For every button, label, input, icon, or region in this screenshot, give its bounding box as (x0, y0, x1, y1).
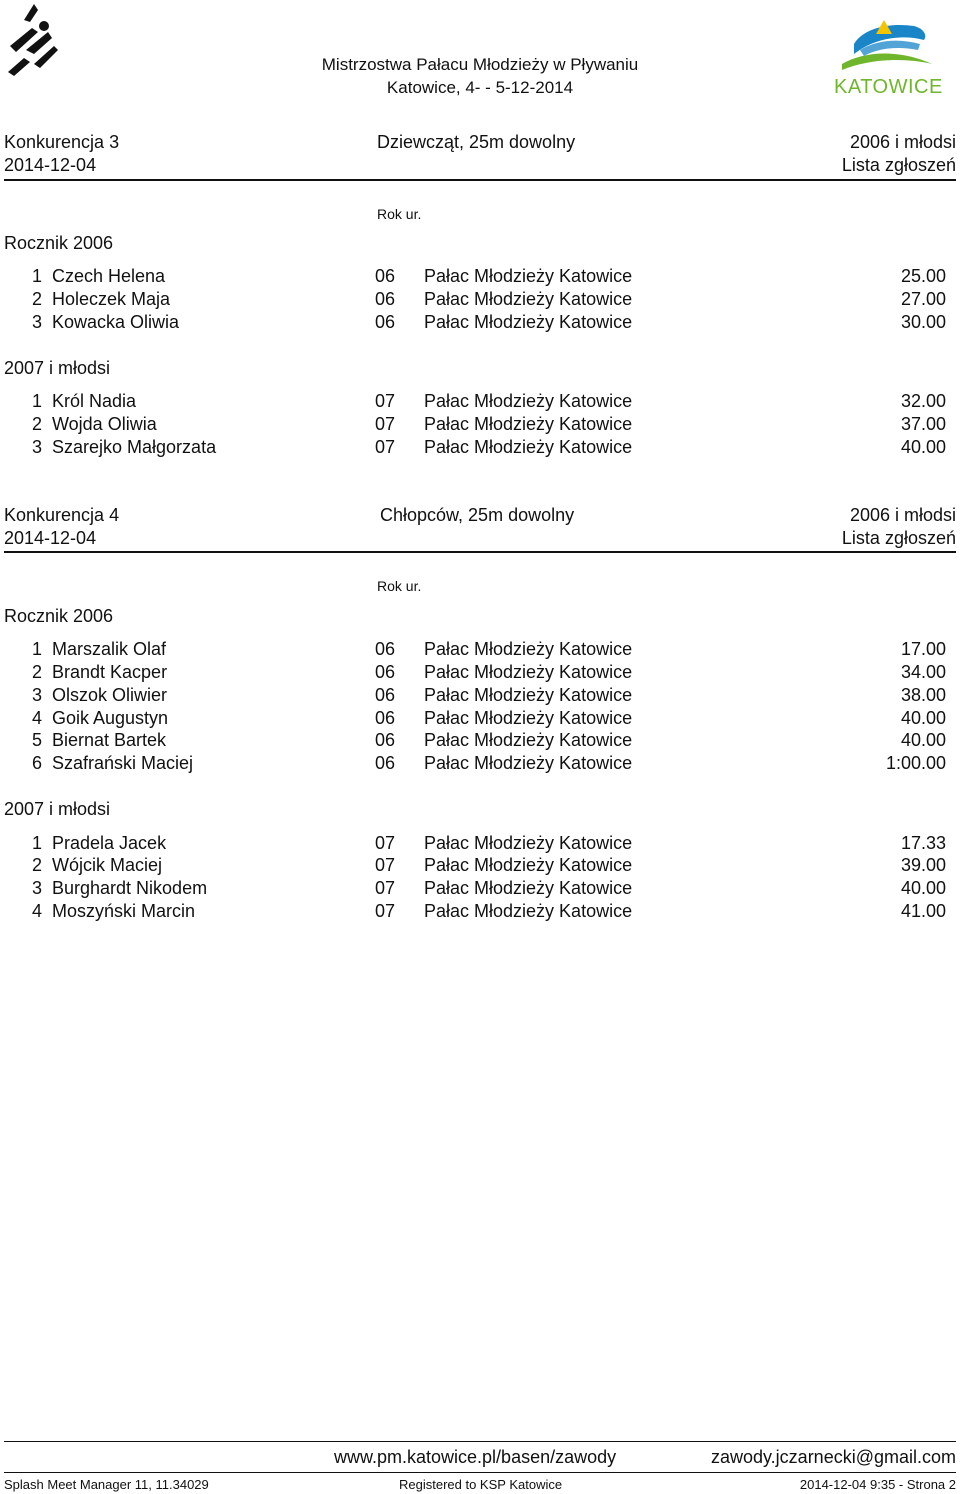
entry-club: Pałac Młodzieży Katowice (424, 855, 633, 875)
entry-name: Czech Helena (52, 266, 166, 286)
entry-time: 40.00 (900, 708, 946, 728)
entry-place: 1 (31, 266, 42, 286)
entry-time: 17.00 (900, 639, 946, 659)
table-row (0, 730, 960, 752)
table-row (0, 639, 960, 661)
entry-yob: 07 (375, 437, 396, 457)
entry-place: 3 (31, 312, 42, 332)
table-row (0, 289, 960, 311)
entry-name: Król Nadia (52, 391, 137, 411)
entry-yob: 06 (375, 266, 396, 286)
entry-time: 41.00 (900, 901, 946, 921)
footer-software: Splash Meet Manager 11, 11.34029 (4, 1477, 209, 1492)
group-heading: Rocznik 2006 (4, 606, 114, 626)
table-row (0, 685, 960, 707)
group-heading: Rocznik 2006 (4, 233, 114, 253)
yob-column-label: Rok ur. (377, 578, 422, 594)
footer-email[interactable]: zawody.jczarnecki@gmail.com (710, 1447, 956, 1467)
entry-name: Moszyński Marcin (52, 901, 196, 921)
entry-name: Wójcik Maciej (52, 855, 163, 875)
entry-place: 1 (31, 639, 42, 659)
entry-place: 2 (31, 855, 42, 875)
entry-place: 2 (31, 414, 42, 434)
table-row (0, 753, 960, 775)
event-number: Konkurencja 4 (4, 505, 120, 525)
event-list-type: Lista zgłoszeń (841, 155, 956, 175)
event-title: Chłopców, 25m dowolny (380, 505, 575, 525)
entry-place: 1 (31, 391, 42, 411)
entry-club: Pałac Młodzieży Katowice (424, 833, 633, 853)
entry-club: Pałac Młodzieży Katowice (424, 391, 633, 411)
event-date: 2014-12-04 (4, 155, 97, 175)
entry-name: Burghardt Nikodem (52, 878, 208, 898)
entry-club: Pałac Młodzieży Katowice (424, 312, 633, 332)
entry-time: 27.00 (900, 289, 946, 309)
entry-name: Marszalik Olaf (52, 639, 167, 659)
entry-name: Biernat Bartek (52, 730, 167, 750)
entry-name: Holeczek Maja (52, 289, 171, 309)
entry-club: Pałac Młodzieży Katowice (424, 266, 633, 286)
entry-yob: 07 (375, 901, 396, 921)
entry-club: Pałac Młodzieży Katowice (424, 414, 633, 434)
entry-place: 2 (31, 289, 42, 309)
katowice-emblem-icon (832, 14, 942, 78)
entry-place: 2 (31, 662, 42, 682)
entry-yob: 07 (375, 833, 396, 853)
footer-divider (4, 1472, 956, 1473)
entry-club: Pałac Młodzieży Katowice (424, 730, 633, 750)
katowice-logo (832, 14, 942, 100)
entry-name: Szarejko Małgorzata (52, 437, 217, 457)
entry-time: 40.00 (900, 730, 946, 750)
entry-name: Kowacka Oliwia (52, 312, 180, 332)
footer-website[interactable]: www.pm.katowice.pl/basen/zawody (334, 1447, 617, 1467)
event-list-type: Lista zgłoszeń (841, 528, 956, 548)
entry-time: 32.00 (900, 391, 946, 411)
entry-yob: 07 (375, 391, 396, 411)
header-divider (4, 551, 956, 553)
table-row (0, 312, 960, 334)
entry-place: 3 (31, 685, 42, 705)
event-title: Dziewcząt, 25m dowolny (377, 132, 576, 152)
entry-yob: 06 (375, 289, 396, 309)
entry-time: 17.33 (900, 833, 946, 853)
entry-time: 30.00 (900, 312, 946, 332)
entry-club: Pałac Młodzieży Katowice (424, 901, 633, 921)
entry-place: 4 (31, 901, 42, 921)
event-number: Konkurencja 3 (4, 132, 120, 152)
entry-yob: 06 (375, 708, 396, 728)
entry-place: 5 (31, 730, 42, 750)
header-divider (4, 179, 956, 181)
entry-yob: 07 (375, 878, 396, 898)
entry-name: Olszok Oliwier (52, 685, 168, 705)
table-row (0, 437, 960, 459)
table-row (0, 662, 960, 684)
table-row (0, 414, 960, 436)
entry-place: 4 (31, 708, 42, 728)
entry-club: Pałac Młodzieży Katowice (424, 878, 633, 898)
entry-yob: 06 (375, 753, 396, 773)
event-date: 2014-12-04 (4, 528, 97, 548)
table-row (0, 901, 960, 923)
entry-club: Pałac Młodzieży Katowice (424, 662, 633, 682)
entry-club: Pałac Młodzieży Katowice (424, 639, 633, 659)
footer-divider (4, 1441, 956, 1442)
entry-time: 40.00 (900, 437, 946, 457)
group-heading: 2007 i młodsi (4, 799, 111, 819)
entry-yob: 07 (375, 855, 396, 875)
entry-name: Pradela Jacek (52, 833, 167, 853)
table-row (0, 708, 960, 730)
footer-registration: Registered to KSP Katowice (399, 1477, 563, 1492)
group-heading: 2007 i młodsi (4, 358, 111, 378)
entry-time: 34.00 (900, 662, 946, 682)
entry-time: 1:00.00 (885, 753, 946, 773)
entry-time: 40.00 (900, 878, 946, 898)
footer-page-info: 2014-12-04 9:35 - Strona 2 (799, 1477, 956, 1492)
yob-column-label: Rok ur. (377, 206, 422, 222)
entry-name: Szafrański Maciej (52, 753, 194, 773)
entry-name: Wojda Oliwia (52, 414, 157, 434)
table-row (0, 266, 960, 288)
entry-place: 1 (31, 833, 42, 853)
entry-time: 25.00 (900, 266, 946, 286)
entry-time: 37.00 (900, 414, 946, 434)
katowice-logo-text: KATOWICE (834, 76, 943, 98)
entry-club: Pałac Młodzieży Katowice (424, 685, 633, 705)
entry-place: 3 (31, 437, 42, 457)
entry-club: Pałac Młodzieży Katowice (424, 708, 633, 728)
entry-place: 6 (31, 753, 42, 773)
entry-club: Pałac Młodzieży Katowice (424, 753, 633, 773)
entry-time: 38.00 (900, 685, 946, 705)
table-row (0, 878, 960, 900)
meet-title: Mistrzostwa Pałacu Młodzieży w Pływaniu (321, 55, 639, 74)
entry-name: Brandt Kacper (52, 662, 168, 682)
entry-name: Goik Augustyn (52, 708, 169, 728)
entry-place: 3 (31, 878, 42, 898)
meet-location-dates: Katowice, 4- - 5-12-2014 (386, 78, 574, 97)
event-age-group: 2006 i młodsi (849, 505, 956, 525)
entry-yob: 06 (375, 312, 396, 332)
entry-club: Pałac Młodzieży Katowice (424, 289, 633, 309)
entry-yob: 06 (375, 639, 396, 659)
entry-club: Pałac Młodzieży Katowice (424, 437, 633, 457)
table-row (0, 391, 960, 413)
entry-time: 39.00 (900, 855, 946, 875)
entry-yob: 06 (375, 685, 396, 705)
event-age-group: 2006 i młodsi (849, 132, 956, 152)
table-row (0, 833, 960, 855)
table-row (0, 855, 960, 877)
entry-yob: 07 (375, 414, 396, 434)
entry-yob: 06 (375, 662, 396, 682)
entry-yob: 06 (375, 730, 396, 750)
